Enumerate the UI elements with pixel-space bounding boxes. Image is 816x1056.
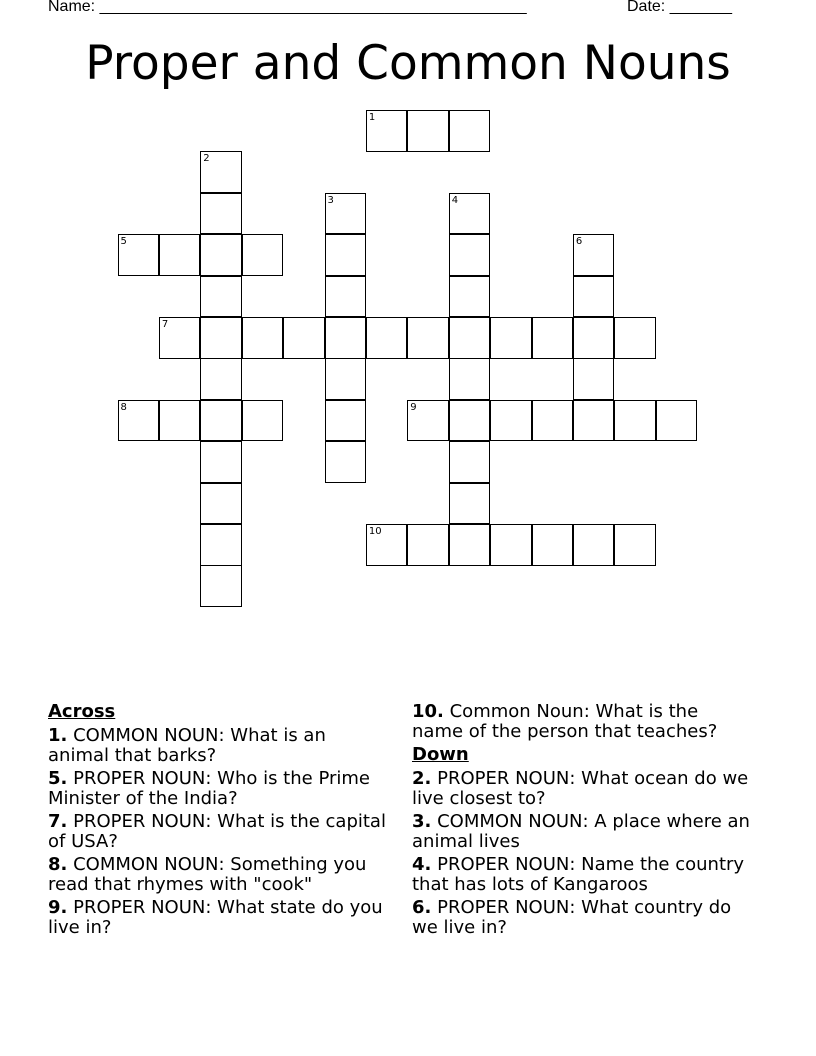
grid-cell[interactable] — [449, 234, 491, 276]
clue-number: 8. — [48, 854, 68, 875]
clue-text: COMMON NOUN: Something you read that rhymes with "cook" — [48, 854, 367, 895]
clue-number: 6. — [412, 897, 432, 918]
grid-cell[interactable] — [200, 276, 242, 318]
grid-cell[interactable] — [366, 317, 408, 359]
clues-right-column — [412, 702, 752, 941]
clue-text: PROPER NOUN: What ocean do we live closest to? — [412, 768, 749, 809]
clue-number: 10. — [412, 701, 444, 722]
grid-cell[interactable] — [200, 483, 242, 525]
grid-cell[interactable] — [200, 441, 242, 483]
grid-cell[interactable] — [118, 234, 160, 276]
grid-cell[interactable] — [656, 400, 698, 442]
cell-number: 6 — [575, 236, 583, 248]
grid-cell[interactable] — [573, 234, 615, 276]
grid-cell[interactable] — [532, 524, 574, 566]
cell-number: 5 — [120, 236, 127, 248]
clue-text: PROPER NOUN: What country do we live in? — [412, 897, 732, 938]
clue-across-8 — [48, 855, 388, 895]
grid-cell[interactable] — [200, 400, 242, 442]
clue-across-10 — [412, 702, 752, 742]
grid-cell[interactable] — [449, 524, 491, 566]
grid-cell[interactable] — [200, 358, 242, 400]
grid-cell[interactable] — [573, 400, 615, 442]
cell-number: 9 — [410, 401, 417, 413]
grid-cell[interactable] — [159, 234, 201, 276]
grid-cell[interactable] — [325, 400, 367, 442]
grid-cell[interactable] — [614, 400, 656, 442]
grid-cell[interactable] — [449, 400, 491, 442]
clue-number: 9. — [48, 897, 68, 918]
grid-cell[interactable] — [532, 400, 574, 442]
grid-cell[interactable] — [200, 151, 242, 193]
clue-text: COMMON NOUN: A place where an animal lives — [412, 811, 750, 852]
clue-down-3 — [412, 812, 752, 852]
clue-number: 4. — [412, 854, 432, 875]
page-title: Proper and Common Nouns — [85, 36, 731, 91]
cell-number: 4 — [451, 194, 459, 206]
grid-cell[interactable] — [614, 317, 656, 359]
grid-cell[interactable] — [407, 317, 449, 359]
clue-number: 7. — [48, 811, 68, 832]
grid-cell[interactable] — [200, 193, 242, 235]
grid-cell[interactable] — [614, 524, 656, 566]
clue-across-1 — [48, 726, 388, 766]
clues-left-column — [48, 702, 388, 941]
grid-cell[interactable] — [159, 317, 201, 359]
clue-text: PROPER NOUN: What state do you live in? — [48, 897, 383, 938]
grid-cell[interactable] — [573, 276, 615, 318]
grid-cell[interactable] — [449, 358, 491, 400]
grid-cell[interactable] — [490, 400, 532, 442]
clue-down-2 — [412, 769, 752, 809]
grid-cell[interactable] — [449, 317, 491, 359]
grid-cell[interactable] — [200, 317, 242, 359]
grid-cell[interactable] — [283, 317, 325, 359]
clue-text: PROPER NOUN: Name the country that has lots of Kangaroos — [412, 854, 745, 895]
grid-cell[interactable] — [449, 483, 491, 525]
grid-cell[interactable] — [200, 234, 242, 276]
clue-down-6 — [412, 898, 752, 938]
cell-number: 2 — [203, 153, 210, 165]
grid-cell[interactable] — [407, 400, 449, 442]
grid-cell[interactable] — [449, 441, 491, 483]
grid-cell[interactable] — [325, 193, 367, 235]
clue-number: 3. — [412, 811, 432, 832]
clue-text: COMMON NOUN: What is an animal that barks? — [48, 725, 326, 766]
grid-cell[interactable] — [573, 358, 615, 400]
grid-cell[interactable] — [325, 234, 367, 276]
cell-number: 8 — [120, 401, 127, 413]
grid-cell[interactable] — [325, 317, 367, 359]
clue-across-7 — [48, 812, 388, 852]
clue-number: 5. — [48, 768, 68, 789]
grid-cell[interactable] — [449, 110, 491, 152]
grid-cell[interactable] — [242, 400, 284, 442]
cell-number: 7 — [161, 319, 169, 330]
clue-number: 2. — [412, 768, 432, 789]
date-line: Date: _______ — [627, 0, 732, 15]
clue-text: PROPER NOUN: What is the capital of USA? — [48, 811, 386, 852]
clue-across-9 — [48, 898, 388, 938]
grid-cell[interactable] — [573, 317, 615, 359]
grid-cell[interactable] — [449, 193, 491, 235]
grid-cell[interactable] — [490, 524, 532, 566]
grid-cell[interactable] — [325, 441, 367, 483]
cell-number: 3 — [327, 194, 334, 206]
grid-cell[interactable] — [159, 400, 201, 442]
grid-cell[interactable] — [366, 524, 408, 566]
grid-cell[interactable] — [532, 317, 574, 359]
grid-cell[interactable] — [242, 317, 284, 359]
grid-cell[interactable] — [366, 110, 408, 152]
grid-cell[interactable] — [407, 110, 449, 152]
grid-cell[interactable] — [449, 276, 491, 318]
grid-cell[interactable] — [200, 524, 242, 566]
clue-number: 1. — [48, 725, 68, 746]
cell-number: 10 — [368, 526, 382, 537]
cell-number: 1 — [368, 112, 376, 123]
grid-cell[interactable] — [325, 276, 367, 318]
clue-text: PROPER NOUN: Who is the Prime Minister of the India? — [48, 768, 370, 809]
grid-cell[interactable] — [490, 317, 532, 359]
name-line: Name: ________________________________________________ — [48, 0, 527, 15]
clue-text: Common Noun: What is the name of the person that teaches? — [412, 701, 718, 742]
grid-cell[interactable] — [573, 524, 615, 566]
grid-cell[interactable] — [118, 400, 160, 442]
grid-cell[interactable] — [200, 565, 242, 607]
clue-down-4 — [412, 855, 752, 895]
down-heading: Down — [412, 744, 469, 765]
clue-across-5 — [48, 769, 388, 809]
grid-cell[interactable] — [407, 524, 449, 566]
grid-cell[interactable] — [325, 358, 367, 400]
across-heading: Across — [48, 701, 116, 722]
grid-cell[interactable] — [242, 234, 284, 276]
